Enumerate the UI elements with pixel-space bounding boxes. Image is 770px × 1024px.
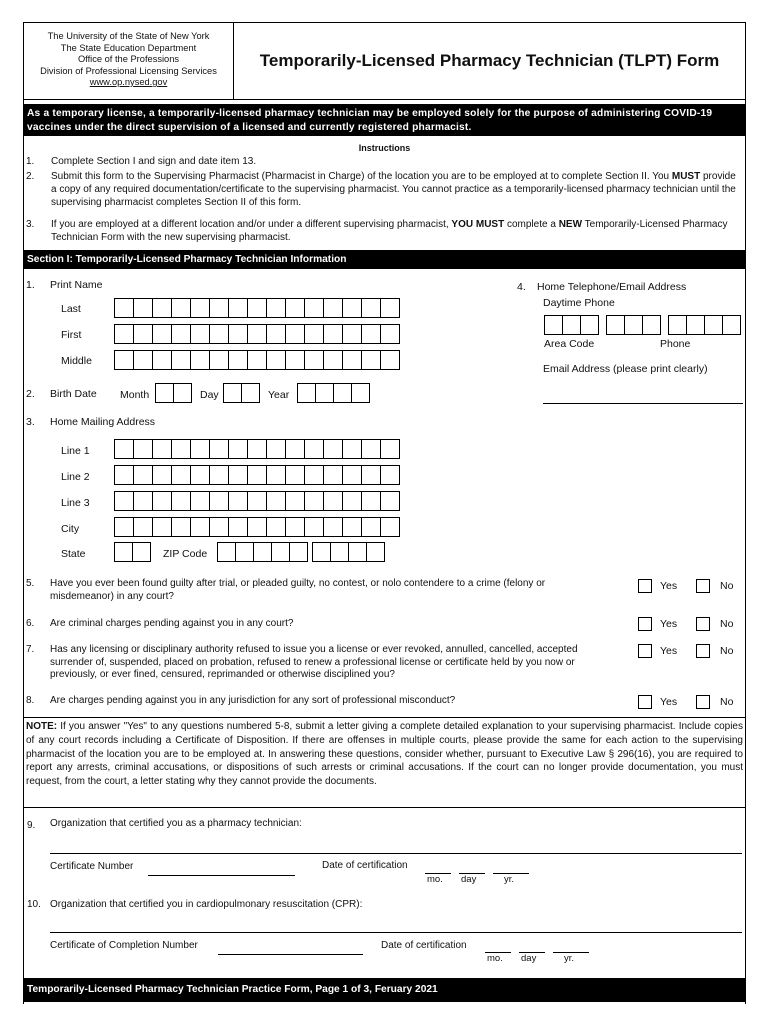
char-cell[interactable] [285,350,305,370]
char-cell[interactable] [235,542,254,562]
q1-number: 1. [26,279,35,291]
char-cell[interactable] [171,439,191,459]
char-cell[interactable] [171,324,191,344]
char-cell[interactable] [323,517,343,537]
char-cell[interactable] [342,350,362,370]
char-cell[interactable] [330,542,349,562]
q6-yes-checkbox[interactable] [638,617,652,631]
q9-date-label: Date of certification [322,860,408,871]
char-cell[interactable] [380,491,400,511]
city-input[interactable] [114,517,399,537]
birth-month-label: Month [120,389,150,401]
instruction-text-part: Temporarily-Licensed Pharmacy Technician Form with the new supervising pharmacist. [51,219,728,243]
char-cell[interactable] [342,439,362,459]
address-line1-input[interactable] [114,439,399,459]
char-cell[interactable] [304,517,324,537]
char-cell[interactable] [152,465,172,485]
email-label: Email Address (please print clearly) [543,363,708,375]
q5-no-checkbox[interactable] [696,579,710,593]
form-page [23,22,746,1004]
char-cell[interactable] [228,491,248,511]
area-code-input[interactable] [544,315,598,335]
print-name-label: Print Name [50,279,103,291]
char-cell[interactable] [132,542,151,562]
address-line3-input[interactable] [114,491,399,511]
no-label: No [720,580,734,592]
char-cell[interactable] [266,324,286,344]
char-cell[interactable] [624,315,643,335]
char-cell[interactable] [114,542,133,562]
instruction-number: 2. [26,171,35,182]
last-name-label: Last [61,303,81,315]
char-cell[interactable] [190,350,210,370]
char-cell[interactable] [285,491,305,511]
daytime-phone-label: Daytime Phone [543,297,615,309]
q10-cert-number-input[interactable] [218,954,363,955]
char-cell[interactable] [152,298,172,318]
char-cell[interactable] [190,324,210,344]
question-number: 5. [26,578,35,589]
q10-organization-input[interactable] [50,932,742,933]
char-cell[interactable] [323,465,343,485]
char-cell[interactable] [285,324,305,344]
char-cell[interactable] [247,491,267,511]
char-cell[interactable] [209,298,229,318]
question-text: Have you ever been found guilty after trial, or pleaded guilty, no contest, or nolo contendere to a crime (felony or misdemeanor) in any court? [50,578,546,602]
instruction-emphasis: NEW [558,219,583,230]
char-cell[interactable] [171,465,191,485]
char-cell[interactable] [241,383,260,403]
birth-day-input[interactable] [223,383,259,403]
q8-no-checkbox[interactable] [696,695,710,709]
agency-line: Office of the Professions [77,54,180,64]
birth-month-input[interactable] [155,383,191,403]
char-cell[interactable] [209,517,229,537]
char-cell[interactable] [217,542,236,562]
char-cell[interactable] [361,491,381,511]
zip-code-label: ZIP Code [163,548,208,560]
instruction-emphasis: YOU MUST [451,219,505,230]
q5-yes-checkbox[interactable] [638,579,652,593]
char-cell[interactable] [228,298,248,318]
char-cell[interactable] [114,439,134,459]
instruction-text-part: provide a copy of any required documentation/certificate to the supervising pharmacist. You cannot practice as a temporarily-licensed pharmacy technician until the supervising pharmacist completes Section II of this form. [51,171,736,208]
zip-code-input[interactable] [217,542,307,562]
area-code-label: Area Code [544,338,595,350]
agency-line: Division of Professional Licensing Services [40,65,217,76]
char-cell[interactable] [380,439,400,459]
question-number: 8. [26,695,35,706]
char-cell[interactable] [253,542,272,562]
phone-line-input[interactable] [668,315,740,335]
section-1-header: Section I: Temporarily-Licensed Pharmacy Technician Information [23,250,746,269]
char-cell[interactable] [351,383,370,403]
no-label: No [720,645,734,657]
char-cell[interactable] [323,439,343,459]
q10-number: 10. [27,899,41,910]
q3-number: 3. [26,416,35,428]
question-8 [26,695,626,708]
char-cell[interactable] [361,298,381,318]
question-number: 6. [26,618,35,629]
q10-month-caption: mo. [487,953,503,964]
agency-block [24,23,234,99]
char-cell[interactable] [285,465,305,485]
first-name-input[interactable] [114,324,399,344]
char-cell[interactable] [190,298,210,318]
char-cell[interactable] [323,491,343,511]
state-label: State [61,548,86,560]
q10-label: Organization that certified you in cardiopulmonary resuscitation (CPR): [50,899,363,910]
char-cell[interactable] [266,491,286,511]
char-cell[interactable] [171,350,191,370]
char-cell[interactable] [133,298,153,318]
q9-number: 9. [27,820,36,831]
agency-line: The University of the State of New York [47,31,210,41]
char-cell[interactable] [348,542,367,562]
char-cell[interactable] [304,350,324,370]
char-cell[interactable] [209,439,229,459]
question-6 [26,618,626,631]
char-cell[interactable] [133,491,153,511]
instruction-item [26,170,741,209]
page-footer: Temporarily-Licensed Pharmacy Technician Practice Form, Page 1 of 3, Feruary 2021 [23,978,746,1002]
char-cell[interactable] [266,298,286,318]
instruction-text [51,218,741,244]
address-line1-label: Line 1 [61,445,90,457]
question-7 [26,644,626,682]
char-cell[interactable] [114,517,134,537]
char-cell[interactable] [722,315,741,335]
char-cell[interactable] [361,324,381,344]
char-cell[interactable] [228,517,248,537]
char-cell[interactable] [171,491,191,511]
question-text: Are criminal charges pending against you in any court? [50,618,294,629]
char-cell[interactable] [173,383,192,403]
birth-date-label: Birth Date [50,388,97,400]
state-input[interactable] [114,542,150,562]
char-cell[interactable] [114,350,134,370]
char-cell[interactable] [285,439,305,459]
char-cell[interactable] [304,439,324,459]
q9-cert-number-input[interactable] [148,875,295,876]
q9-cert-number-label: Certificate Number [50,861,134,872]
question-5 [26,578,626,603]
char-cell[interactable] [342,465,362,485]
char-cell[interactable] [152,324,172,344]
char-cell[interactable] [361,439,381,459]
q9-year-caption: yr. [504,874,515,885]
char-cell[interactable] [247,350,267,370]
char-cell[interactable] [297,383,316,403]
char-cell[interactable] [323,324,343,344]
q10-year-caption: yr. [564,953,575,964]
instruction-text-part: Submit this form to the Supervising Pharmacist (Pharmacist in Charge) of the location you are to be employed at to complete Section II. You [51,171,672,182]
char-cell[interactable] [380,324,400,344]
char-cell[interactable] [114,324,134,344]
address-line3-label: Line 3 [61,497,90,509]
q4-number: 4. [517,281,526,293]
char-cell[interactable] [304,324,324,344]
address-line2-input[interactable] [114,465,399,485]
char-cell[interactable] [366,542,385,562]
middle-name-label: Middle [61,355,92,367]
char-cell[interactable] [114,298,134,318]
char-cell[interactable] [228,324,248,344]
char-cell[interactable] [380,350,400,370]
address-line2-label: Line 2 [61,471,90,483]
zip-plus4-input[interactable] [312,542,384,562]
char-cell[interactable] [152,491,172,511]
q6-no-checkbox[interactable] [696,617,710,631]
char-cell[interactable] [152,517,172,537]
instruction-emphasis: MUST [671,171,701,182]
char-cell[interactable] [171,517,191,537]
q8-yes-checkbox[interactable] [638,695,652,709]
instruction-item [26,155,741,168]
char-cell[interactable] [133,517,153,537]
question-number: 7. [26,644,35,655]
yes-label: Yes [660,696,678,708]
char-cell[interactable] [266,517,286,537]
q10-day-caption: day [521,953,537,964]
char-cell[interactable] [209,324,229,344]
no-label: No [720,618,734,630]
char-cell[interactable] [209,465,229,485]
yes-label: Yes [660,645,678,657]
email-input[interactable] [543,403,743,404]
note-text: If you answer "Yes" to any questions numbered 5-8, submit a letter giving a complete detailed explanation to your supervising pharmacist. Include copies of any court records including a Certificate of Disposition. If there are offenses in multiple courts, please provide the same for each action to the supervising pharmacist of the location you are to be employed at. In answering these questions, consider whether, pursuant to Executive Law § 296(16), you are required to report any arrests, criminal accusations, or dispositions of such arrests or criminal accusations. If the court can no longer provide documentation, you must request, from the court, a letter stating why they cannot provide the documents. [26,721,743,788]
q9-day-caption: day [461,874,477,885]
char-cell[interactable] [304,491,324,511]
char-cell[interactable] [704,315,723,335]
char-cell[interactable] [380,465,400,485]
q9-label: Organization that certified you as a pharmacy technician: [50,818,302,829]
q2-number: 2. [26,388,35,400]
question-text: Has any licensing or disciplinary authority refused to issue you a license or ever revoked, annulled, cancelled, accepted surrender of, suspended, placed on probation, refused to renew a professional license or certificate held by you now or previously, or ever fined, censured, reprimanded or otherwise disciplined you? [50,644,578,680]
birth-year-input[interactable] [297,383,369,403]
agency-line: The State Education Department [60,42,197,53]
char-cell[interactable] [152,350,172,370]
temporary-license-banner: As a temporary license, a temporarily-licensed pharmacy technician may be employed solely for the purpose of administering COVID-19 vaccines under the direct supervision of a licensed and currently registered pharmacist. [23,104,746,136]
char-cell[interactable] [380,517,400,537]
char-cell[interactable] [228,439,248,459]
last-name-input[interactable] [114,298,399,318]
char-cell[interactable] [228,350,248,370]
char-cell[interactable] [171,298,191,318]
char-cell[interactable] [642,315,661,335]
char-cell[interactable] [190,491,210,511]
char-cell[interactable] [133,465,153,485]
char-cell[interactable] [342,491,362,511]
instruction-item [26,218,741,244]
char-cell[interactable] [114,465,134,485]
form-title: Temporarily-Licensed Pharmacy Technician (TLPT) Form [259,51,720,70]
birth-year-label: Year [268,389,290,401]
instructions-heading: Instructions [358,143,411,153]
q9-organization-input[interactable] [50,853,742,854]
form-header [23,22,746,100]
char-cell[interactable] [114,491,134,511]
char-cell[interactable] [342,324,362,344]
instruction-text-part: complete a [504,219,559,230]
char-cell[interactable] [304,298,324,318]
char-cell[interactable] [285,298,305,318]
instruction-text-part: If you are employed at a different location and/or under a different supervising pharmacist, [51,219,452,230]
char-cell[interactable] [380,298,400,318]
no-label: No [720,696,734,708]
city-label: City [61,523,80,535]
char-cell[interactable] [133,439,153,459]
char-cell[interactable] [323,350,343,370]
char-cell[interactable] [209,350,229,370]
char-cell[interactable] [247,465,267,485]
instruction-number: 1. [26,156,35,167]
question-text: Are charges pending against you in any jurisdiction for any sort of professional misconduct? [50,695,456,706]
char-cell[interactable] [223,383,242,403]
char-cell[interactable] [247,517,267,537]
yes-label: Yes [660,618,678,630]
note-label: NOTE: [26,721,58,732]
char-cell[interactable] [266,465,286,485]
q10-date-label: Date of certification [381,940,467,951]
home-mailing-address-label: Home Mailing Address [50,416,156,428]
q9-month-caption: mo. [427,874,443,885]
home-telephone-email-label: Home Telephone/Email Address [537,281,687,293]
char-cell[interactable] [580,315,599,335]
first-name-label: First [61,329,82,341]
char-cell[interactable] [247,324,267,344]
char-cell[interactable] [333,383,352,403]
char-cell[interactable] [152,439,172,459]
instruction-text [51,170,741,209]
char-cell[interactable] [247,439,267,459]
phone-label: Phone [660,338,691,350]
char-cell[interactable] [668,315,687,335]
q10-cert-number-label: Certificate of Completion Number [50,940,198,951]
char-cell[interactable] [562,315,581,335]
char-cell[interactable] [228,465,248,485]
char-cell[interactable] [304,465,324,485]
char-cell[interactable] [312,542,331,562]
char-cell[interactable] [133,350,153,370]
instruction-number: 3. [26,219,35,230]
char-cell[interactable] [686,315,705,335]
char-cell[interactable] [190,517,210,537]
char-cell[interactable] [361,350,381,370]
q7-yes-checkbox[interactable] [638,644,652,658]
char-cell[interactable] [209,491,229,511]
char-cell[interactable] [544,315,563,335]
char-cell[interactable] [266,439,286,459]
char-cell[interactable] [289,542,308,562]
char-cell[interactable] [285,517,305,537]
char-cell[interactable] [342,517,362,537]
birth-day-label: Day [200,389,219,401]
char-cell[interactable] [361,465,381,485]
char-cell[interactable] [315,383,334,403]
char-cell[interactable] [133,324,153,344]
char-cell[interactable] [606,315,625,335]
char-cell[interactable] [190,465,210,485]
char-cell[interactable] [266,350,286,370]
char-cell[interactable] [361,517,381,537]
phone-prefix-input[interactable] [606,315,660,335]
char-cell[interactable] [247,298,267,318]
char-cell[interactable] [271,542,290,562]
char-cell[interactable] [342,298,362,318]
q7-no-checkbox[interactable] [696,644,710,658]
instruction-text: Complete Section I and sign and date item 13. [51,156,257,167]
middle-name-input[interactable] [114,350,399,370]
note-block [23,717,746,808]
char-cell[interactable] [323,298,343,318]
char-cell[interactable] [155,383,174,403]
agency-url-link[interactable]: www.op.nysed.gov [89,77,168,87]
char-cell[interactable] [190,439,210,459]
yes-label: Yes [660,580,678,592]
